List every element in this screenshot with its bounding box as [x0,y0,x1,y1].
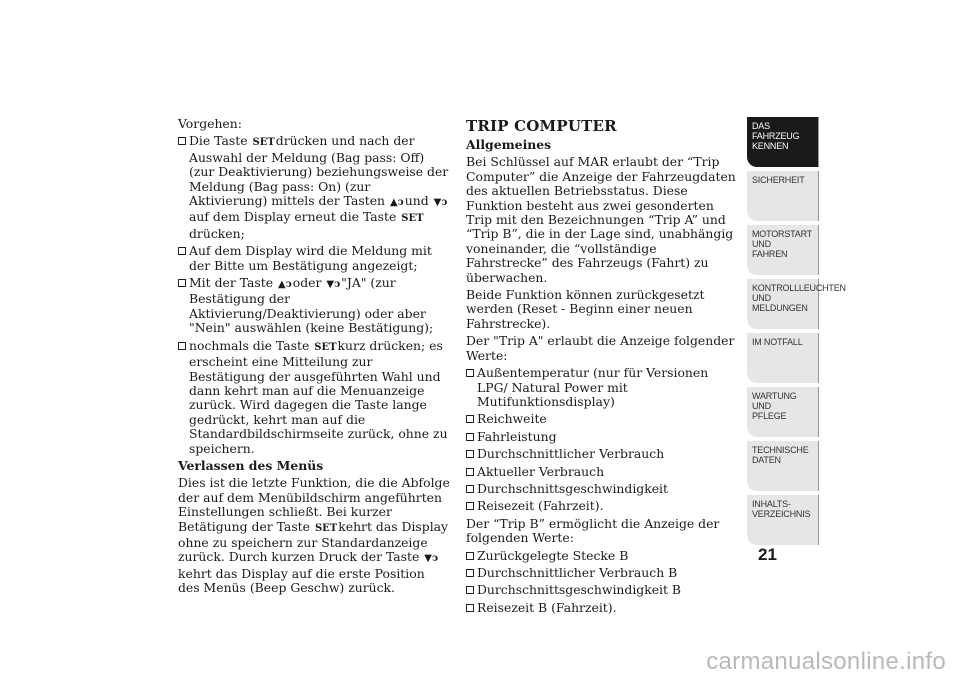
list-item: Fahrleistung [466,430,742,444]
list-item: Durchschnittlicher Verbrauch [466,447,742,461]
list-item [178,276,450,336]
menu-exit-text [178,476,450,595]
text-run: kehrt das Display ohne zu speichern zur Standardanzeige zurück. Durch kurzen Druck der Taste [178,518,449,565]
key-down-icon: ▼ↄ [424,553,439,565]
watermark: carmanualsonline.info [706,648,946,675]
text-run: nochmals die Taste [189,337,314,353]
list-item: Durchschnittlicher Verbrauch B [466,566,742,580]
key-down-icon: ▼ↄ [326,279,341,291]
chapter-tab[interactable]: WARTUNG UND PFLEGE [747,387,819,437]
key-set-icon: SET [252,137,275,149]
trip-a-intro: Der "Trip A" erlaubt die Anzeige folgender Werte: [466,333,735,363]
list-item [178,339,450,456]
left-column [178,117,450,599]
paragraph-2: Beide Funktion können zurückgesetzt werden (Reset - Beginn einer neuen Fahrstrecke). [466,287,705,331]
list-item: Außentemperatur (nur für Versionen LPG/ Natural Power mit Mutifunktionsdisplay) [466,366,742,409]
list-item: Aktueller Verbrauch [466,465,742,479]
page-number: 21 [758,545,777,564]
section-title: TRIP COMPUTER [466,117,617,135]
middle-column [466,117,742,618]
menu-exit-heading: Verlassen des Menüs [178,457,324,473]
chapter-tab[interactable]: SICHERHEIT [747,171,819,221]
procedure-list [178,134,450,456]
paragraph-1: Bei Schlüssel auf MAR erlaubt der “Trip Computer” die Anzeige der Fahrzeugdaten des aktuellen Betriebsstatus. Diese Funktion besteht aus zwei gesonderten Trip mit den Bezeichnungen “Trip A” und “Trip B”, die in der Lage sind, unabhängig voneinander, die “vollständige Fahrstrecke” des Fahrzeugs (Fahrt) zu überwachen. [466,154,736,285]
text-run: auf dem Display erneut die Taste [189,209,401,225]
trip-b-intro: Der “Trip B” ermöglicht die Anzeige der folgenden Werte: [466,515,720,546]
text-run: "JA" (zur Bestätigung der Aktivierung/Deaktivierung) oder aber "Nein" auswählen (keine Bestätigung); [189,275,434,336]
chapter-tab[interactable]: TECHNISCHE DATEN [747,441,819,491]
key-set-icon: SET [314,522,338,534]
text-run: drücken; [189,225,245,241]
list-item: Zurückgelegte Stecke B [466,549,742,563]
chapter-tab[interactable]: KONTROLLLEUCHTEN UND MELDUNGEN [747,279,819,329]
trip-a-list [466,366,742,514]
key-up-icon: ▲ↄ [278,279,292,291]
key-set-icon: SET [314,341,337,353]
chapter-tab[interactable]: MOTORSTART UND FAHREN [747,225,819,275]
general-heading: Allgemeines [466,137,552,152]
chapter-tab[interactable]: INHALTS- VERZEICHNIS [747,495,819,545]
text-run: Dies ist die letzte Funktion, die die Abfolge der auf dem Menübildschirm angeführten Einstellungen schließt. Bei kurzer Betätigung der Taste [178,475,450,534]
intro-text: Vorgehen: [178,116,242,131]
text-run: drücken und nach der Auswahl der Meldung (Bag pass: Off) (zur Deaktivierung) beziehungsweise der Meldung (Bag pass: On) (zur Aktivierung) mittels der Tasten [189,133,449,209]
list-item [178,134,450,241]
text-run: und [404,193,433,209]
list-item: Durchschnittsgeschwindigkeit [466,482,742,496]
text-run: kurz drücken; es erscheint eine Mitteilung zur Bestätigung der ausgeführten Wahl und dann kehrt man auf die Menuanzeige zurück. Wird dagegen die Taste lange gedrückt, kehrt man auf die Standardbildschirmseite zurück, ohne zu speichern. [189,337,448,456]
chapter-sidebar [747,117,846,549]
key-up-icon: ▲ↄ [389,197,404,209]
text-run: Auf dem Display wird die Meldung mit der Bitte um Bestätigung angezeigt; [189,243,432,273]
list-item: Reisezeit B (Fahrzeit). [466,601,742,615]
text-run: Mit der Taste [189,275,277,291]
text-run: kehrt das Display auf die erste Position des Menüs (Beep Geschw) zurück. [178,565,425,596]
trip-b-list [466,549,742,616]
text-run: oder [292,275,326,291]
key-down-icon: ▼ↄ [433,197,448,209]
list-item: Reichweite [466,412,742,426]
key-set-icon: SET [401,213,424,225]
chapter-tab[interactable]: IM NOTFALL [747,333,819,383]
list-item [178,244,450,273]
chapter-tab[interactable]: DAS FAHRZEUG KENNEN [747,117,819,167]
text-run: Die Taste [189,133,252,149]
list-item: Reisezeit (Fahrzeit). [466,499,742,513]
list-item: Durchschnittsgeschwindigkeit B [466,583,742,597]
